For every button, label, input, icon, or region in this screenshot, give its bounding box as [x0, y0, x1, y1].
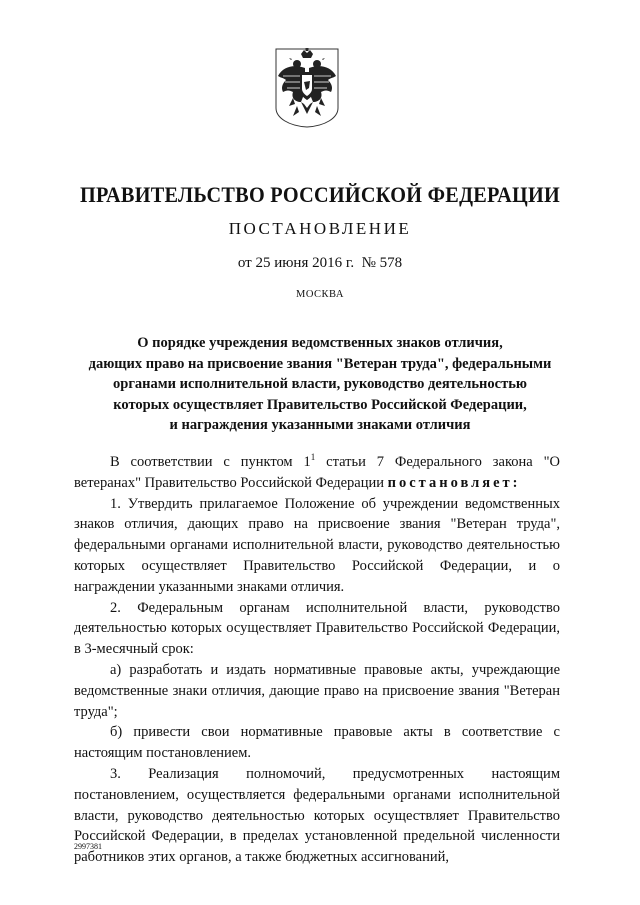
preamble-text-a: В соответствии с пунктом 1 [110, 454, 311, 470]
document-number: № 578 [361, 255, 403, 271]
paragraph-preamble [74, 452, 560, 494]
subject-line: которых осуществляет Правительство Российской Федерации, [113, 396, 527, 413]
subject-line: дающих право на присвоение звания "Ветеран труда", федеральными [88, 355, 552, 372]
document-code: 2997381 [74, 842, 102, 851]
document-subject [60, 333, 580, 436]
superscript: 1 [310, 452, 316, 463]
organization-title: ПРАВИТЕЛЬСТВО РОССИЙСКОЙ ФЕДЕРАЦИИ [79, 182, 561, 207]
document-type: ПОСТАНОВЛЕНИЕ [228, 219, 412, 238]
subject-line: О порядке учреждения ведомственных знаков отличия, [137, 335, 503, 351]
paragraph-item-2b: б) привести свои нормативные правовые акты в соответствие с настоящим постановлением. [74, 724, 560, 762]
decree-word: постановляет: [387, 474, 521, 491]
date-line [0, 255, 640, 272]
document-body [74, 452, 560, 868]
paragraph-item-2a: а) разработать и издать нормативные правовые акты, учреждающие ведомственные знаки отличия, дающие право на присвоение звания "Ветеран труда"; [74, 661, 560, 720]
subject-line: и награждения указанными знаками отличия [169, 417, 471, 433]
preamble-text-b: статьи 7 Федерального закона "О ветеранах" Правительство Российской Федерации [74, 454, 560, 491]
subject-line: органами исполнительной власти, руководство деятельностью [113, 376, 527, 392]
city-label: МОСКВА [296, 289, 344, 300]
document-date: от 25 июня 2016 г. [237, 255, 355, 271]
paragraph-item-3: 3. Реализация полномочий, предусмотренных настоящим постановлением, осуществляется федеральными органами исполнительной власти, руководство деятельностью которых осуществляет Правительство Российской Федерации, в пределах установленной предельной численности работников этих органов, а также бюджетных ассигнований, [74, 765, 560, 866]
russian-coat-of-arms-icon [275, 48, 339, 128]
paragraph-item-2: 2. Федеральным органам исполнительной власти, руководство деятельностью которых осуществляет Правительство Российской Федерации, в 3-месячный срок: [74, 599, 560, 658]
paragraph-item-1: 1. Утвердить прилагаемое Положение об учреждении ведомственных знаков отличия, дающих право на присвоение звания "Ветеран труда", федеральными органами исполнительной власти, руководство деятельностью которых осуществляет Правительство Российской Федерации, и о награждении указанными знаками отличия. [74, 495, 560, 595]
